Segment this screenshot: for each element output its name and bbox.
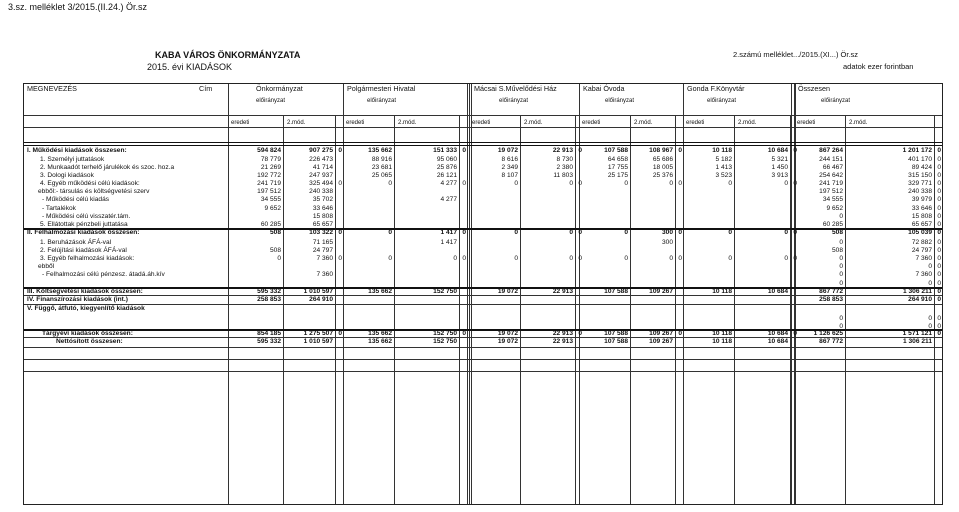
table-cell: 0 bbox=[784, 255, 788, 262]
table-cell: 254 642 bbox=[819, 172, 843, 179]
table-cell: 192 772 bbox=[257, 172, 281, 179]
table-cell: 0 bbox=[937, 164, 941, 171]
header-name: MEGNEVEZÉS bbox=[27, 84, 77, 93]
table-cell: 0 bbox=[839, 271, 843, 278]
table-cell: 3 913 bbox=[771, 172, 788, 179]
table-cell: 72 882 bbox=[911, 239, 932, 246]
table-cell: 25 376 bbox=[652, 172, 673, 179]
table-cell: 0 bbox=[678, 147, 682, 154]
table-cell: 2 380 bbox=[556, 164, 573, 171]
table-cell: 508 bbox=[831, 247, 843, 254]
table-cell: 19 072 bbox=[497, 338, 518, 345]
table-cell: 152 750 bbox=[433, 338, 457, 345]
subheader-modified: 2.mód. bbox=[849, 120, 868, 126]
row-label: III. Költségvetési kiadások összesen: bbox=[27, 288, 143, 295]
table-cell: 109 267 bbox=[649, 288, 673, 295]
table-cell: 24 797 bbox=[911, 247, 932, 254]
table-cell: 0 bbox=[453, 255, 457, 262]
table-cell: 595 332 bbox=[257, 338, 281, 345]
table-cell: 4 277 bbox=[440, 180, 457, 187]
table-cell: 867 264 bbox=[819, 147, 843, 154]
table-cell: 0 bbox=[514, 229, 518, 236]
table-cell: 0 bbox=[839, 263, 843, 270]
table-cell: 0 bbox=[462, 229, 466, 236]
table-cell: 1 126 625 bbox=[813, 330, 843, 337]
table-cell: 41 714 bbox=[312, 164, 333, 171]
table-cell: 23 681 bbox=[371, 164, 392, 171]
row-label: ebből bbox=[38, 263, 55, 270]
document-subtitle: 2015. évi KIADÁSOK bbox=[147, 62, 233, 72]
table-cell: 7 360 bbox=[316, 255, 333, 262]
table-cell: 325 494 bbox=[309, 180, 333, 187]
row-label: 2. Munkaadót terhelő járulékok és szoc. hoz.a bbox=[40, 164, 175, 171]
table-cell: 0 bbox=[514, 180, 518, 187]
table-cell: 39 979 bbox=[911, 196, 932, 203]
table-cell: 19 072 bbox=[497, 147, 518, 154]
group-subheader-4: előirányzat bbox=[605, 98, 635, 104]
table-blank-rule bbox=[24, 371, 942, 372]
table-cell: 1 201 172 bbox=[902, 147, 932, 154]
table-cell: 18 005 bbox=[652, 164, 673, 171]
table-cell: 7 360 bbox=[915, 255, 932, 262]
table-cell: 135 662 bbox=[368, 330, 392, 337]
budget-table bbox=[23, 83, 943, 505]
table-bottom-rule bbox=[24, 347, 942, 348]
row-label: 3. Dologi kiadások bbox=[40, 172, 94, 179]
table-cell: 241 719 bbox=[819, 180, 843, 187]
group-header-3: Mácsai S.Művelődési Ház bbox=[474, 84, 557, 93]
table-cell: 22 913 bbox=[552, 338, 573, 345]
subheader-modified: 2.mód. bbox=[287, 120, 306, 126]
table-cell: 107 588 bbox=[604, 147, 628, 154]
table-cell: 8 107 bbox=[501, 172, 518, 179]
table-cell: 258 853 bbox=[257, 296, 281, 303]
table-cell: 0 bbox=[928, 315, 932, 322]
table-cell: 66 467 bbox=[822, 164, 843, 171]
table-cell: 1 413 bbox=[715, 164, 732, 171]
table-cell: 0 bbox=[338, 180, 342, 187]
row-label: Tárgyévi kiadások összesen: bbox=[42, 330, 133, 337]
table-cell: 35 702 bbox=[312, 196, 333, 203]
table-cell: 64 658 bbox=[607, 156, 628, 163]
subheader-modified: 2.mód. bbox=[524, 120, 543, 126]
table-cell: 1 417 bbox=[440, 229, 457, 236]
row-label: 4. Egyéb működési célú kiadások: bbox=[40, 180, 140, 187]
table-cell: 907 275 bbox=[309, 147, 333, 154]
table-cell: 7 360 bbox=[316, 271, 333, 278]
table-cell: 0 bbox=[937, 280, 941, 287]
group-header-5: Gonda F.Könyvtár bbox=[687, 84, 745, 93]
table-cell: 264 910 bbox=[309, 296, 333, 303]
table-cell: 22 913 bbox=[552, 147, 573, 154]
table-cell: 0 bbox=[569, 180, 573, 187]
table-cell: 315 150 bbox=[908, 172, 932, 179]
group-header-4: Kabai Óvoda bbox=[583, 84, 625, 93]
table-cell: 71 165 bbox=[312, 239, 333, 246]
header-double-rule bbox=[24, 142, 942, 146]
table-cell: 0 bbox=[793, 255, 797, 262]
table-cell: 594 824 bbox=[257, 147, 281, 154]
table-cell: 22 913 bbox=[552, 330, 573, 337]
row-label: 1. Beruházások ÁFÁ-val bbox=[40, 239, 112, 246]
subheader-original: eredeti bbox=[231, 120, 250, 126]
table-cell: 240 338 bbox=[309, 188, 333, 195]
subcolumn-divider bbox=[459, 115, 460, 504]
table-cell: 1 275 507 bbox=[303, 330, 333, 337]
table-cell: 0 bbox=[578, 255, 582, 262]
subheader-rule bbox=[24, 127, 942, 128]
table-cell: 0 bbox=[624, 229, 628, 236]
table-cell: 109 267 bbox=[649, 338, 673, 345]
table-cell: 244 151 bbox=[819, 156, 843, 163]
table-cell: 25 175 bbox=[607, 172, 628, 179]
subheader-original: eredeti bbox=[346, 120, 365, 126]
table-cell: 0 bbox=[839, 255, 843, 262]
subcolumn-divider bbox=[845, 115, 846, 504]
table-cell: 1 010 597 bbox=[303, 288, 333, 295]
table-cell: 10 118 bbox=[712, 330, 732, 337]
table-cell: 135 662 bbox=[368, 288, 392, 295]
table-cell: 10 684 bbox=[767, 330, 788, 337]
group-header-2: Polgármesteri Hivatal bbox=[347, 84, 416, 93]
table-cell: 135 662 bbox=[368, 147, 392, 154]
table-cell: 0 bbox=[784, 180, 788, 187]
row-label: I. Működési kiadások összesen: bbox=[27, 147, 127, 154]
table-cell: 0 bbox=[669, 180, 673, 187]
subheader-modified: 2.mód. bbox=[738, 120, 757, 126]
table-cell: 0 bbox=[678, 229, 682, 236]
table-cell: 0 bbox=[793, 330, 797, 337]
subcolumn-divider bbox=[394, 115, 395, 504]
table-cell: 508 bbox=[269, 247, 281, 254]
subheader-original: eredeti bbox=[797, 120, 816, 126]
table-cell: 107 588 bbox=[604, 288, 628, 295]
table-cell: 10 684 bbox=[767, 288, 788, 295]
table-cell: 22 913 bbox=[552, 288, 573, 295]
row-label: IV. Finanszírozási kiadások (int.) bbox=[27, 296, 128, 303]
table-cell: 240 338 bbox=[908, 188, 932, 195]
table-cell: 0 bbox=[937, 229, 941, 236]
row-label: - Működési célú visszatér.tám. bbox=[42, 213, 131, 220]
table-cell: 197 512 bbox=[257, 188, 281, 195]
table-cell: 10 118 bbox=[712, 147, 732, 154]
unit-note: adatok ezer forintban bbox=[843, 62, 914, 71]
table-cell: 65 657 bbox=[911, 221, 932, 228]
table-cell: 0 bbox=[338, 330, 342, 337]
table-cell: 595 332 bbox=[257, 288, 281, 295]
table-cell: 15 808 bbox=[312, 213, 333, 220]
table-cell: 0 bbox=[839, 323, 843, 330]
table-cell: 0 bbox=[937, 315, 941, 322]
table-cell: 0 bbox=[462, 255, 466, 262]
subheader-original: eredeti bbox=[472, 120, 491, 126]
subheader-modified: 2.mód. bbox=[398, 120, 417, 126]
table-cell: 508 bbox=[831, 229, 843, 236]
row-label: 3. Egyéb felhalmozási kiadások: bbox=[40, 255, 135, 262]
table-cell: 152 750 bbox=[433, 330, 457, 337]
table-cell: 867 772 bbox=[819, 288, 843, 295]
table-cell: 0 bbox=[937, 221, 941, 228]
table-cell: 0 bbox=[569, 255, 573, 262]
table-cell: 0 bbox=[388, 229, 392, 236]
table-cell: 78 779 bbox=[260, 156, 281, 163]
table-cell: 0 bbox=[678, 330, 682, 337]
table-cell: 10 118 bbox=[712, 338, 732, 345]
subcolumn-divider bbox=[520, 115, 521, 504]
table-cell: 0 bbox=[937, 147, 941, 154]
table-cell: 10 118 bbox=[712, 288, 732, 295]
group-subheader-1: előirányzat bbox=[256, 98, 286, 104]
row-label: - Tartalékok bbox=[42, 205, 76, 212]
table-cell: 25 065 bbox=[371, 172, 392, 179]
table-cell: 0 bbox=[669, 255, 673, 262]
table-cell: 33 646 bbox=[312, 205, 333, 212]
table-cell: 11 803 bbox=[553, 172, 573, 179]
table-cell: 88 916 bbox=[371, 156, 392, 163]
table-cell: 1 306 211 bbox=[903, 288, 932, 295]
table-cell: 0 bbox=[578, 229, 582, 236]
table-cell: 95 060 bbox=[436, 156, 457, 163]
table-cell: 109 267 bbox=[649, 330, 673, 337]
table-cell: 264 910 bbox=[908, 296, 932, 303]
subcolumn-divider bbox=[283, 115, 284, 504]
table-cell: 0 bbox=[462, 330, 466, 337]
table-cell: 0 bbox=[937, 188, 941, 195]
table-cell: 0 bbox=[937, 205, 941, 212]
table-cell: 26 121 bbox=[436, 172, 457, 179]
table-cell: 247 937 bbox=[309, 172, 333, 179]
table-cell: 0 bbox=[388, 180, 392, 187]
table-cell: 0 bbox=[937, 271, 941, 278]
table-cell: 105 039 bbox=[908, 229, 932, 236]
table-cell: 0 bbox=[839, 315, 843, 322]
table-cell: 0 bbox=[937, 156, 941, 163]
table-cell: 0 bbox=[937, 196, 941, 203]
table-cell: 10 684 bbox=[767, 338, 788, 345]
table-cell: 60 285 bbox=[822, 221, 843, 228]
table-cell: 0 bbox=[462, 147, 466, 154]
table-cell: 8 730 bbox=[556, 156, 573, 163]
table-cell: 103 322 bbox=[309, 229, 333, 236]
group-subheader-3: előirányzat bbox=[499, 98, 529, 104]
annex-reference-right: 2.számú melléklet.../2015.(XI...) Ör.sz bbox=[733, 50, 859, 59]
table-cell: 7 360 bbox=[915, 271, 932, 278]
table-cell: 0 bbox=[937, 296, 941, 303]
table-cell: 24 797 bbox=[312, 247, 333, 254]
table-cell: 0 bbox=[937, 239, 941, 246]
table-cell: 0 bbox=[937, 330, 941, 337]
table-cell: 0 bbox=[928, 280, 932, 287]
subcolumn-divider bbox=[335, 115, 336, 504]
table-cell: 0 bbox=[928, 323, 932, 330]
table-cell: 8 616 bbox=[501, 156, 518, 163]
table-cell: 0 bbox=[569, 229, 573, 236]
group-header-6: Összesen bbox=[798, 84, 830, 93]
table-cell: 25 876 bbox=[436, 164, 457, 171]
table-cell: 65 657 bbox=[312, 221, 333, 228]
group-header-1: Önkormányzat bbox=[256, 84, 303, 93]
table-cell: 0 bbox=[578, 180, 582, 187]
group-subheader-2: előirányzat bbox=[367, 98, 397, 104]
annex-reference: 3.sz. melléklet 3/2015.(II.24.) Ör.sz bbox=[8, 2, 148, 12]
table-blank-rule bbox=[24, 359, 942, 360]
table-cell: 2 349 bbox=[501, 164, 518, 171]
table-cell: 0 bbox=[578, 147, 582, 154]
row-label: 2. Felújítási kiadások ÁFÁ-val bbox=[40, 247, 127, 254]
row-label: 5. Ellátottak pénzbeli juttatása bbox=[40, 221, 128, 228]
table-cell: 9 652 bbox=[826, 205, 843, 212]
row-label: II. Felhalmozási kiadások összesen: bbox=[27, 229, 140, 236]
subcolumn-divider bbox=[734, 115, 735, 504]
table-cell: 0 bbox=[784, 229, 788, 236]
table-cell: 0 bbox=[793, 180, 797, 187]
table-cell: 401 170 bbox=[908, 156, 932, 163]
table-cell: 0 bbox=[338, 229, 342, 236]
table-cell: 226 473 bbox=[309, 156, 333, 163]
table-cell: 107 588 bbox=[604, 338, 628, 345]
table-cell: 0 bbox=[388, 255, 392, 262]
table-cell: 0 bbox=[678, 255, 682, 262]
table-cell: 0 bbox=[937, 172, 941, 179]
row-rule bbox=[24, 304, 942, 305]
row-label: V. Függő, átfutó, kiegyenlítő kiadások bbox=[27, 305, 145, 312]
table-cell: 21 269 bbox=[260, 164, 281, 171]
table-cell: 4 277 bbox=[440, 196, 457, 203]
table-cell: 0 bbox=[793, 229, 797, 236]
table-cell: 0 bbox=[937, 255, 941, 262]
row-label: 1. Személyi juttatások bbox=[40, 156, 105, 163]
table-cell: 1 306 211 bbox=[903, 338, 932, 345]
subheader-original: eredeti bbox=[582, 120, 601, 126]
table-cell: 258 853 bbox=[819, 296, 843, 303]
table-cell: 10 684 bbox=[767, 147, 788, 154]
table-cell: 0 bbox=[338, 147, 342, 154]
table-cell: 867 772 bbox=[819, 338, 843, 345]
table-cell: 9 652 bbox=[264, 205, 281, 212]
table-cell: 0 bbox=[728, 180, 732, 187]
table-cell: 5 182 bbox=[715, 156, 732, 163]
row-label: - Felhalmozási célú pénzesz. átadá.áh.kív bbox=[42, 271, 165, 278]
table-cell: 0 bbox=[624, 180, 628, 187]
table-cell: 0 bbox=[937, 213, 941, 220]
table-cell: 152 750 bbox=[433, 288, 457, 295]
table-cell: 0 bbox=[578, 330, 582, 337]
table-cell: 0 bbox=[937, 247, 941, 254]
table-cell: 329 771 bbox=[908, 180, 932, 187]
table-cell: 0 bbox=[728, 255, 732, 262]
table-cell: 19 072 bbox=[497, 288, 518, 295]
organization-name: KABA VÁROS ÖNKORMÁNYZATA bbox=[155, 50, 301, 60]
table-cell: 0 bbox=[793, 147, 797, 154]
table-cell: 15 808 bbox=[911, 213, 932, 220]
table-cell: 34 555 bbox=[822, 196, 843, 203]
table-cell: 17 755 bbox=[607, 164, 628, 171]
table-cell: 0 bbox=[937, 288, 941, 295]
header-code: Cím bbox=[199, 84, 213, 93]
table-cell: 108 967 bbox=[649, 147, 673, 154]
table-cell: 0 bbox=[514, 255, 518, 262]
table-cell: 5 321 bbox=[771, 156, 788, 163]
header-rule bbox=[24, 115, 942, 116]
subheader-modified: 2.mód. bbox=[634, 120, 653, 126]
table-cell: 3 523 bbox=[715, 172, 732, 179]
table-cell: 0 bbox=[937, 323, 941, 330]
table-cell: 0 bbox=[624, 255, 628, 262]
table-cell: 1 450 bbox=[771, 164, 788, 171]
table-cell: 33 646 bbox=[911, 205, 932, 212]
table-cell: 135 662 bbox=[368, 338, 392, 345]
table-cell: 241 719 bbox=[257, 180, 281, 187]
table-cell: 0 bbox=[338, 255, 342, 262]
table-cell: 0 bbox=[462, 180, 466, 187]
subcolumn-divider bbox=[675, 115, 676, 504]
table-cell: 65 686 bbox=[652, 156, 673, 163]
table-cell: 300 bbox=[661, 229, 673, 236]
table-cell: 0 bbox=[678, 180, 682, 187]
table-cell: 0 bbox=[277, 255, 281, 262]
table-cell: 1 417 bbox=[440, 239, 457, 246]
table-cell: 107 588 bbox=[604, 330, 628, 337]
table-cell: 89 424 bbox=[911, 164, 932, 171]
table-cell: 508 bbox=[269, 229, 281, 236]
subheader-original: eredeti bbox=[686, 120, 705, 126]
table-cell: 0 bbox=[839, 213, 843, 220]
table-cell: 854 185 bbox=[257, 330, 281, 337]
table-cell: 0 bbox=[937, 263, 941, 270]
table-cell: 0 bbox=[937, 180, 941, 187]
table-cell: 0 bbox=[839, 239, 843, 246]
table-cell: 60 285 bbox=[260, 221, 281, 228]
table-cell: 0 bbox=[928, 263, 932, 270]
table-cell: 0 bbox=[839, 280, 843, 287]
row-label: Nettósított összesen: bbox=[56, 338, 123, 345]
group-subheader-5: előirányzat bbox=[707, 98, 737, 104]
group-subheader-6: előirányzat bbox=[821, 98, 851, 104]
row-label: - Működési célú kiadás bbox=[42, 196, 110, 203]
table-cell: 34 555 bbox=[260, 196, 281, 203]
table-cell: 300 bbox=[661, 239, 673, 246]
table-cell: 197 512 bbox=[819, 188, 843, 195]
table-cell: 19 072 bbox=[497, 330, 518, 337]
table-cell: 1 010 597 bbox=[303, 338, 333, 345]
table-cell: 0 bbox=[728, 229, 732, 236]
table-cell: 151 333 bbox=[433, 147, 457, 154]
table-cell: 1 571 121 bbox=[902, 330, 932, 337]
row-label: ebből:- társulás és költségvetési szerv bbox=[38, 188, 150, 195]
